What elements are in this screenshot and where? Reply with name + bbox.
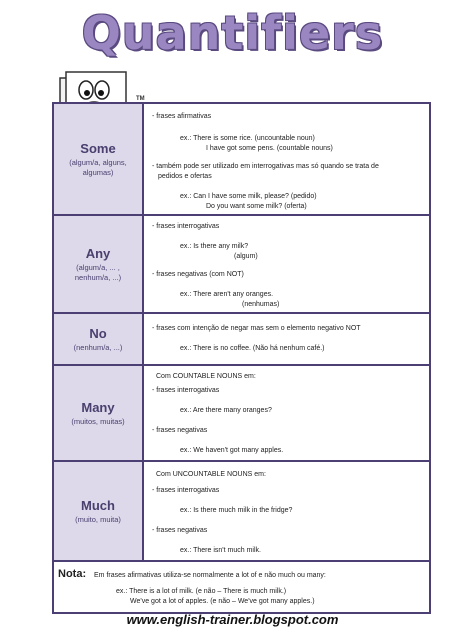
- note-label: Nota:: [58, 568, 87, 580]
- usage-line: - frases negativas: [152, 427, 208, 434]
- example-line: ex.: There isn't much milk.: [180, 547, 261, 554]
- label-cell: [54, 366, 144, 460]
- usage-line: Com UNCOUNTABLE NOUNS em:: [156, 471, 266, 478]
- note-example: ex.: There is a lot of milk. (e não – There is much milk.): [116, 588, 287, 595]
- example-line: ex.: We haven't got many apples.: [180, 447, 284, 454]
- quantifier-translation: (nenhum/a, ...): [73, 342, 123, 352]
- usage-line: - frases interrogativas: [152, 223, 220, 230]
- usage-line: Com COUNTABLE NOUNS em:: [156, 373, 256, 380]
- usage-line: - também pode ser utilizado em interrogativas mas só quando se trata de: [152, 163, 379, 170]
- quantifier-translation: (algum/a, ... , nenhum/a, ...): [74, 262, 122, 282]
- example-line: ex.: There is some rice. (uncountable noun): [180, 135, 315, 142]
- quantifier-word: No: [89, 325, 107, 341]
- label-cell: [54, 462, 144, 560]
- example-line: I have got some pens. (countable nouns): [206, 145, 333, 152]
- quantifier-translation: (muitos, muitas): [71, 416, 125, 426]
- usage-line: - frases negativas: [152, 527, 208, 534]
- quantifier-word: Some: [80, 140, 116, 156]
- usage-line: - frases interrogativas: [152, 487, 220, 494]
- usage-cell: [146, 216, 429, 312]
- usage-line: pedidos e ofertas: [158, 173, 212, 180]
- quantifier-word: Much: [81, 497, 115, 513]
- usage-cell: [146, 104, 429, 214]
- example-line: ex.: Are there many oranges?: [180, 407, 272, 414]
- page-title: Quantifiers: [81, 6, 384, 60]
- label-cell: [54, 314, 144, 364]
- example-line: (nenhumas): [242, 301, 280, 308]
- label-cell: [54, 216, 144, 312]
- usage-cell: [146, 462, 429, 560]
- usage-line: - frases afirmativas: [152, 113, 212, 120]
- usage-line: - frases negativas (com NOT): [152, 271, 244, 278]
- example-line: ex.: There aren't any oranges.: [180, 291, 274, 298]
- example-line: ex.: Is there much milk in the fridge?: [180, 507, 293, 514]
- example-line: ex.: There is no coffee. (Não há nenhum café.): [180, 345, 325, 352]
- usage-cell: [146, 366, 429, 460]
- example-line: Do you want some milk? (oferta): [206, 203, 307, 210]
- site-url: www.english-trainer.blogspot.com: [126, 612, 339, 627]
- row-no: [54, 314, 429, 366]
- usage-line: - frases com intenção de negar mas sem o elemento negativo NOT: [152, 325, 361, 332]
- example-line: (algum): [234, 253, 258, 260]
- quantifier-translation: (muito, muita): [75, 514, 121, 524]
- label-cell: [54, 104, 144, 214]
- example-line: ex.: Can I have some milk, please? (pedido): [180, 193, 317, 200]
- note-box: [52, 562, 431, 614]
- row-much: [54, 462, 429, 560]
- quantifier-word: Any: [85, 245, 111, 261]
- note-text: Em frases afirmativas utiliza-se normalmente a lot of e não much ou many:: [94, 572, 326, 579]
- row-many: [54, 366, 429, 462]
- quantifier-word: Many: [81, 399, 115, 415]
- note-example: We've got a lot of apples. (e não – We've got many apples.): [130, 598, 315, 605]
- trademark-label: TM: [136, 96, 145, 102]
- example-line: ex.: Is there any milk?: [180, 243, 249, 250]
- quantifiers-table: [52, 102, 431, 562]
- quantifier-translation: (algum/a, alguns, algumas): [69, 157, 127, 177]
- row-any: [54, 216, 429, 314]
- usage-cell: [146, 314, 429, 364]
- row-some: [54, 104, 429, 216]
- usage-line: - frases interrogativas: [152, 387, 220, 394]
